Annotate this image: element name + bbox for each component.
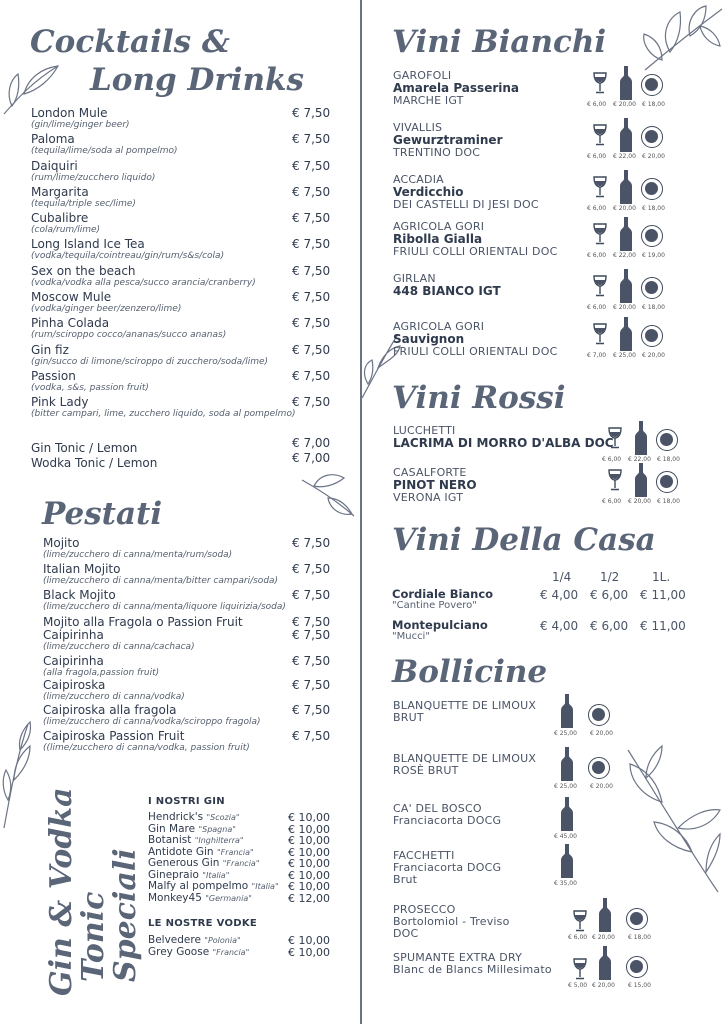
wine-row bbox=[393, 321, 723, 371]
wine-name: Sauvignon bbox=[393, 332, 465, 346]
price-glass: € 6,00 bbox=[602, 498, 622, 505]
bollicine-row bbox=[393, 850, 723, 904]
casa-row bbox=[392, 588, 722, 618]
pestato-desc: ((lime/zucchero di canna/vodka, passion fruit) bbox=[43, 743, 250, 753]
gin-name: Generous Gin bbox=[148, 857, 220, 869]
cocktail-row bbox=[31, 265, 351, 291]
cocktails-title-line2: Long Drinks bbox=[90, 62, 304, 98]
price-plate: € 18,00 bbox=[657, 456, 680, 463]
cocktail-name: London Mule bbox=[31, 106, 108, 120]
pestato-price: € 7,50 bbox=[292, 654, 331, 668]
pestato-name: Caipiroska bbox=[43, 678, 106, 692]
cocktail-name: Sex on the beach bbox=[31, 263, 136, 278]
price-glass: € 6,00 bbox=[587, 205, 607, 212]
price-plate: € 19,00 bbox=[642, 252, 665, 259]
gin-name: Antidote Gin bbox=[148, 845, 214, 858]
cocktail-name: Long Island Ice Tea bbox=[31, 237, 145, 252]
bollicine-line1: FACCHETTI bbox=[393, 849, 455, 862]
vodka-header: LE NOSTRE VODKE bbox=[148, 918, 258, 929]
leaf-branch-left-icon bbox=[0, 720, 34, 830]
cocktail-price: € 7,50 bbox=[292, 342, 331, 357]
cocktail-desc: (bitter campari, lime, zucchero liquido, soda al pompelmo) bbox=[31, 409, 296, 420]
wine-name: Ribolla Gialla bbox=[393, 232, 483, 246]
cocktail-price: € 7,50 bbox=[292, 158, 331, 173]
plate-icon bbox=[641, 178, 663, 200]
price-bottle: € 22,00 bbox=[613, 252, 636, 259]
wine-name: LACRIMA DI MORRO D'ALBA DOC bbox=[393, 436, 614, 450]
wine-region: FRIULI COLLI ORIENTALI DOC bbox=[393, 245, 558, 258]
cocktail-price: € 7,50 bbox=[292, 290, 331, 305]
cocktail-price: € 7,50 bbox=[292, 184, 331, 199]
cocktail-row bbox=[31, 186, 351, 212]
cocktail-price: € 7,50 bbox=[292, 237, 331, 252]
tonic-name: Gin Tonic / Lemon bbox=[31, 441, 138, 455]
cocktail-price: € 7,50 bbox=[292, 316, 331, 331]
pestato-price: € 7,50 bbox=[292, 536, 331, 550]
bollicine-line1: BLANQUETTE DE LIMOUX bbox=[393, 752, 537, 765]
cocktail-desc: (vodka/vodka alla pesca/succo arancia/cranberry) bbox=[31, 277, 256, 288]
plate-icon bbox=[641, 225, 663, 247]
gin-vodka-title bbox=[46, 766, 142, 996]
price-glass: € 7,00 bbox=[587, 352, 607, 359]
cocktail-name: Moscow Mule bbox=[31, 290, 112, 305]
wine-bottle-icon bbox=[620, 217, 632, 255]
tonic-price: € 7,00 bbox=[292, 451, 331, 465]
casa-price-quarter: € 4,00 bbox=[540, 619, 579, 633]
cocktail-name: Pinha Colada bbox=[31, 316, 110, 331]
pestato-name: Italian Mojito bbox=[43, 562, 121, 576]
cocktail-name: Gin fiz bbox=[31, 342, 69, 357]
cocktail-desc: (tequila/triple sec/lime) bbox=[31, 198, 136, 209]
price-plate: € 20,00 bbox=[590, 783, 613, 790]
price-bottle: € 35,00 bbox=[554, 880, 577, 887]
cocktail-desc: (vodka, s&s, passion fruit) bbox=[31, 382, 149, 393]
cocktail-desc: (tequila/lime/soda al pompelmo) bbox=[31, 146, 178, 157]
pestato-row bbox=[43, 655, 353, 679]
wine-row bbox=[393, 425, 723, 467]
plate-icon bbox=[588, 704, 610, 726]
tonic-name: Wodka Tonic / Lemon bbox=[31, 456, 158, 470]
wine-bottle-icon bbox=[635, 463, 647, 501]
pestato-name: Black Mojito bbox=[43, 588, 116, 602]
gin-name: Monkey45 bbox=[148, 891, 202, 904]
pestato-price: € 7,50 bbox=[292, 678, 331, 692]
plate-icon bbox=[641, 325, 663, 347]
gin-origin: "Italia" bbox=[251, 882, 279, 891]
cocktail-price: € 7,50 bbox=[292, 106, 331, 120]
price-plate: € 20,00 bbox=[590, 730, 613, 737]
bollicine-line2: ROSÈ BRUT bbox=[393, 764, 459, 777]
price-plate: € 20,00 bbox=[642, 153, 665, 160]
wine-region: DEI CASTELLI DI JESI DOC bbox=[393, 198, 539, 211]
casa-price-liter: € 11,00 bbox=[640, 619, 686, 633]
wine-glass-icon bbox=[593, 72, 607, 98]
wine-bottle-icon bbox=[620, 317, 632, 355]
plate-icon bbox=[656, 471, 678, 493]
gin-name: Ginepraio bbox=[148, 868, 199, 881]
pestato-row bbox=[43, 730, 353, 754]
pestato-desc: (lime/zucchero di canna/vodka/sciroppo fragola) bbox=[43, 717, 261, 727]
price-plate: € 18,00 bbox=[642, 205, 665, 212]
wine-glass-icon bbox=[593, 275, 607, 301]
plate-icon bbox=[641, 277, 663, 299]
vodka-price: € 10,00 bbox=[288, 945, 330, 959]
wine-producer: CASALFORTE bbox=[393, 466, 467, 479]
bollicine-row bbox=[393, 753, 723, 803]
bollicine-row bbox=[393, 700, 723, 753]
cocktail-row bbox=[31, 396, 351, 422]
gin-price: € 10,00 bbox=[288, 880, 330, 893]
wine-bottle-icon bbox=[620, 66, 632, 104]
gin-price: € 10,00 bbox=[288, 811, 330, 824]
plate-icon bbox=[656, 429, 678, 451]
bollicine-title: Bollicine bbox=[392, 654, 548, 690]
price-bottle: € 22,00 bbox=[628, 456, 651, 463]
gin-origin: "Inghilterra" bbox=[194, 836, 244, 845]
bollicine-row bbox=[393, 952, 723, 1000]
casa-price-half: € 6,00 bbox=[590, 588, 629, 602]
gin-name: Hendrick's bbox=[148, 811, 204, 823]
vodka-price: € 10,00 bbox=[288, 934, 330, 947]
pestato-price: € 7,50 bbox=[292, 588, 331, 602]
pestato-name: Caipiroska alla fragola bbox=[43, 703, 177, 717]
gin-vodka-title-line1: Gin & Vodka bbox=[44, 787, 79, 996]
wine-bottle-icon bbox=[599, 946, 611, 984]
gin-vodka-title-line2: Tonic Speciali bbox=[76, 848, 143, 982]
plate-icon bbox=[641, 126, 663, 148]
price-bottle: € 20,00 bbox=[613, 101, 636, 108]
price-glass: € 6,00 bbox=[587, 153, 607, 160]
gin-origin: "Spagna" bbox=[198, 824, 236, 834]
cocktail-price: € 7,50 bbox=[292, 263, 331, 278]
pestato-row bbox=[43, 537, 353, 563]
cocktail-row bbox=[31, 238, 351, 264]
cocktail-price: € 7,50 bbox=[292, 368, 331, 383]
bollicine-line1: BLANQUETTE DE LIMOUX bbox=[393, 699, 537, 712]
pestato-desc: (lime/zucchero di canna/menta/bitter campari/soda) bbox=[43, 576, 279, 586]
pestato-name: Caipirinha bbox=[43, 654, 104, 668]
rossi-list bbox=[393, 425, 723, 509]
wine-producer: GIRLAN bbox=[393, 272, 436, 285]
gin-origin: "Francia" bbox=[216, 847, 254, 857]
cocktail-desc: (vodka/ginger beer/zenzero/lime) bbox=[31, 304, 182, 315]
wine-bottle-icon bbox=[635, 421, 647, 459]
wine-name: Verdicchio bbox=[393, 185, 464, 199]
cocktail-row bbox=[31, 212, 351, 238]
wine-producer: AGRICOLA GORI bbox=[393, 320, 485, 333]
tonic-price: € 7,00 bbox=[292, 436, 331, 450]
cocktail-name: Daiquiri bbox=[31, 158, 78, 173]
price-plate: € 18,00 bbox=[642, 304, 665, 311]
column-divider bbox=[360, 0, 362, 1024]
wine-row bbox=[393, 70, 723, 122]
price-glass: € 6,00 bbox=[568, 934, 588, 941]
bollicine-row bbox=[393, 803, 723, 850]
pestati-list bbox=[43, 537, 353, 754]
bollicine-line2: Franciacorta DOCG bbox=[393, 814, 502, 827]
wine-bottle-icon bbox=[620, 170, 632, 208]
cocktail-row bbox=[31, 317, 351, 343]
wine-glass-icon bbox=[593, 323, 607, 349]
cocktail-name: Pink Lady bbox=[31, 395, 89, 410]
wine-bottle-icon bbox=[561, 747, 573, 785]
wine-producer: GAROFOLI bbox=[393, 69, 452, 82]
bollicine-line2: Blanc de Blancs Millesimato bbox=[393, 963, 552, 976]
gin-name: Gin Mare bbox=[148, 822, 196, 835]
casa-price-liter: € 11,00 bbox=[640, 588, 686, 602]
gin-origin: "Scozia" bbox=[206, 813, 240, 822]
casa-row bbox=[392, 619, 722, 649]
plate-icon bbox=[641, 74, 663, 96]
vodka-origin: "Polonia" bbox=[204, 936, 241, 945]
price-bottle: € 45,00 bbox=[554, 833, 577, 840]
price-glass: € 6,00 bbox=[587, 252, 607, 259]
leaf-branch-top-right-icon bbox=[640, 4, 724, 74]
price-bottle: € 25,00 bbox=[554, 730, 577, 737]
cocktail-name: Paloma bbox=[31, 132, 75, 147]
price-plate: € 20,00 bbox=[642, 352, 665, 359]
price-bottle: € 20,00 bbox=[592, 982, 615, 989]
pestato-name: Caipiroska Passion Fruit bbox=[43, 729, 185, 743]
pestato-desc: (lime/zucchero di canna/vodka) bbox=[43, 692, 185, 702]
pestato-desc: (lime/zucchero di canna/cachaca) bbox=[43, 642, 195, 652]
wine-region: TRENTINO DOC bbox=[393, 146, 481, 159]
pestato-name: Mojito alla Fragola o Passion Fruit bbox=[43, 615, 243, 629]
cocktail-name: Cubalibre bbox=[31, 211, 89, 226]
cocktail-price: € 7,50 bbox=[292, 132, 331, 147]
price-glass: € 6,00 bbox=[602, 456, 622, 463]
wine-region: MARCHE IGT bbox=[393, 94, 464, 107]
gin-origin: "Francia" bbox=[222, 859, 260, 868]
cocktail-name: Passion bbox=[31, 368, 76, 383]
cocktail-desc: (gin/lime/ginger beer) bbox=[31, 120, 130, 130]
bianchi-list bbox=[393, 70, 723, 371]
gin-price: € 10,00 bbox=[288, 857, 330, 870]
casa-wine-sub: "Cantine Povero" bbox=[392, 600, 477, 611]
price-bottle: € 20,00 bbox=[613, 205, 636, 212]
casa-price-half: € 6,00 bbox=[590, 619, 629, 633]
pestati-title: Pestati bbox=[42, 496, 163, 532]
price-plate: € 18,00 bbox=[642, 101, 665, 108]
price-bottle: € 20,00 bbox=[592, 934, 615, 941]
vodka-name: Grey Goose bbox=[148, 945, 210, 958]
price-bottle: € 20,00 bbox=[628, 498, 651, 505]
price-plate: € 18,00 bbox=[628, 934, 651, 941]
casa-header-quarter: 1/4 bbox=[552, 570, 572, 584]
bollicine-line1: PROSECCO bbox=[393, 903, 456, 916]
pestato-desc: (lime/zucchero di canna/menta/rum/soda) bbox=[43, 550, 233, 560]
casa-wine-sub: "Mucci" bbox=[392, 631, 430, 642]
price-bottle: € 22,00 bbox=[613, 153, 636, 160]
casa-wine-name: Cordiale Bianco bbox=[392, 587, 494, 601]
gin-price: € 10,00 bbox=[288, 822, 330, 836]
cocktail-desc: (vodka/tequila/cointreau/gin/rum/s&s/cola) bbox=[31, 251, 225, 262]
cocktail-row bbox=[31, 160, 351, 186]
gin-price: € 12,00 bbox=[288, 891, 330, 905]
cocktail-row bbox=[31, 344, 351, 370]
bianchi-title: Vini Bianchi bbox=[392, 24, 607, 60]
gin-price: € 10,00 bbox=[288, 834, 330, 847]
cocktail-desc: (rum/sciroppo cocco/ananas/succo ananas) bbox=[31, 330, 227, 341]
pestato-row bbox=[43, 629, 353, 655]
wine-bottle-icon bbox=[561, 797, 573, 835]
gin-section bbox=[148, 796, 358, 958]
cocktails-title-line1: Cocktails & bbox=[30, 24, 230, 60]
wine-bottle-icon bbox=[561, 694, 573, 732]
leaf-sprig-middle-icon bbox=[300, 470, 356, 518]
wine-producer: VIVALLIS bbox=[393, 121, 443, 134]
wine-region: VERONA IGT bbox=[393, 491, 464, 504]
pestato-price: € 7,50 bbox=[292, 628, 331, 642]
wine-row bbox=[393, 273, 723, 321]
pestato-price: € 7,50 bbox=[292, 729, 331, 743]
bollicine-line1: SPUMANTE EXTRA DRY bbox=[393, 951, 523, 964]
cocktail-desc: (gin/succo di limone/sciroppo di zucchero/soda/lime) bbox=[31, 356, 269, 367]
casa-wine-name: Montepulciano bbox=[392, 618, 488, 632]
cocktail-row bbox=[31, 291, 351, 317]
pestato-row bbox=[43, 679, 353, 704]
vodka-list bbox=[148, 935, 358, 958]
gin-origin: "Germania" bbox=[205, 893, 252, 903]
gin-list bbox=[148, 812, 358, 904]
pestato-name: Caipirinha bbox=[43, 628, 104, 642]
bollicine-line1: CA' DEL BOSCO bbox=[393, 802, 482, 815]
wine-bottle-icon bbox=[620, 269, 632, 307]
wine-bottle-icon bbox=[620, 118, 632, 156]
casa-title: Vini Della Casa bbox=[392, 522, 656, 558]
bollicine-line2: Franciacorta DOCG bbox=[393, 861, 502, 874]
wine-row bbox=[393, 122, 723, 174]
pestato-desc: (alla fragola,passion fruit) bbox=[43, 668, 160, 678]
casa-header-liter: 1L. bbox=[652, 570, 671, 584]
price-glass: € 6,00 bbox=[587, 101, 607, 108]
rossi-title: Vini Rossi bbox=[392, 380, 566, 416]
vodka-name: Belvedere bbox=[148, 934, 201, 946]
price-plate: € 15,00 bbox=[628, 982, 651, 989]
cocktail-list bbox=[31, 107, 351, 423]
wine-name: Amarela Passerina bbox=[393, 81, 519, 95]
gin-header: I NOSTRI GIN bbox=[148, 796, 225, 807]
wine-bottle-icon bbox=[561, 844, 573, 882]
cocktail-row bbox=[31, 107, 351, 133]
bollicine-list bbox=[393, 700, 723, 1000]
wine-glass-icon bbox=[593, 223, 607, 249]
pestato-price: € 7,50 bbox=[292, 615, 331, 629]
price-glass: € 5,00 bbox=[568, 982, 588, 989]
wine-row bbox=[393, 174, 723, 221]
casa-header-half: 1/2 bbox=[600, 570, 620, 584]
gin-name: Malfy al pompelmo bbox=[148, 880, 249, 892]
wine-name: 448 BIANCO IGT bbox=[393, 284, 501, 298]
wine-name: Gewurztraminer bbox=[393, 133, 503, 147]
wine-glass-icon bbox=[608, 427, 622, 453]
wine-producer: AGRICOLA GORI bbox=[393, 220, 485, 233]
gin-price: € 10,00 bbox=[288, 845, 330, 859]
cocktail-price: € 7,50 bbox=[292, 395, 331, 410]
cocktail-desc: (rum/lime/zucchero liquido) bbox=[31, 172, 156, 183]
gin-row bbox=[148, 893, 358, 905]
plate-icon bbox=[626, 908, 648, 930]
pestato-row bbox=[43, 589, 353, 616]
wine-region: FRIULI COLLI ORIENTALI DOC bbox=[393, 345, 558, 358]
pestato-row bbox=[43, 704, 353, 730]
pestato-name: Mojito bbox=[43, 536, 80, 550]
wine-glass-icon bbox=[573, 958, 587, 984]
gin-origin: "Italia" bbox=[202, 870, 230, 880]
tonic-row bbox=[31, 451, 351, 470]
bollicine-row bbox=[393, 904, 723, 952]
wine-name: PINOT NERO bbox=[393, 478, 477, 492]
cocktail-row bbox=[31, 133, 351, 159]
casa-price-quarter: € 4,00 bbox=[540, 588, 579, 602]
price-plate: € 18,00 bbox=[657, 498, 680, 505]
vodka-origin: "Francia" bbox=[212, 947, 250, 957]
wine-glass-icon bbox=[593, 176, 607, 202]
bollicine-line3: DOC bbox=[393, 927, 419, 940]
pestato-price: € 7,50 bbox=[292, 703, 331, 717]
wine-row bbox=[393, 221, 723, 273]
plate-icon bbox=[626, 956, 648, 978]
price-bottle: € 25,00 bbox=[554, 783, 577, 790]
cocktail-price: € 7,50 bbox=[292, 211, 331, 226]
wine-glass-icon bbox=[573, 910, 587, 936]
wine-glass-icon bbox=[593, 124, 607, 150]
tonic-row bbox=[31, 436, 351, 455]
gin-name: Botanist bbox=[148, 834, 192, 846]
bollicine-line3: Brut bbox=[393, 873, 418, 886]
cocktail-desc: (cola/rum/lime) bbox=[31, 225, 101, 236]
bollicine-line2: Bortolomiol - Treviso bbox=[393, 915, 510, 928]
plate-icon bbox=[588, 757, 610, 779]
pestato-row bbox=[43, 563, 353, 589]
price-glass: € 6,00 bbox=[587, 304, 607, 311]
wine-glass-icon bbox=[608, 469, 622, 495]
wine-producer: LUCCHETTI bbox=[393, 424, 456, 437]
bollicine-line2: BRUT bbox=[393, 711, 424, 724]
pestato-price: € 7,50 bbox=[292, 562, 331, 576]
gin-price: € 10,00 bbox=[288, 868, 330, 882]
wine-bottle-icon bbox=[599, 898, 611, 936]
cocktail-name: Margarita bbox=[31, 184, 89, 199]
price-bottle: € 20,00 bbox=[613, 304, 636, 311]
price-bottle: € 25,00 bbox=[613, 352, 636, 359]
wine-row bbox=[393, 467, 723, 509]
tonic-list bbox=[31, 436, 351, 470]
vodka-row bbox=[148, 947, 358, 959]
wine-producer: ACCADIA bbox=[393, 173, 444, 186]
cocktail-row bbox=[31, 370, 351, 396]
pestato-desc: (lime/zucchero di canna/menta/liquore liquirizia/soda) bbox=[43, 602, 286, 612]
